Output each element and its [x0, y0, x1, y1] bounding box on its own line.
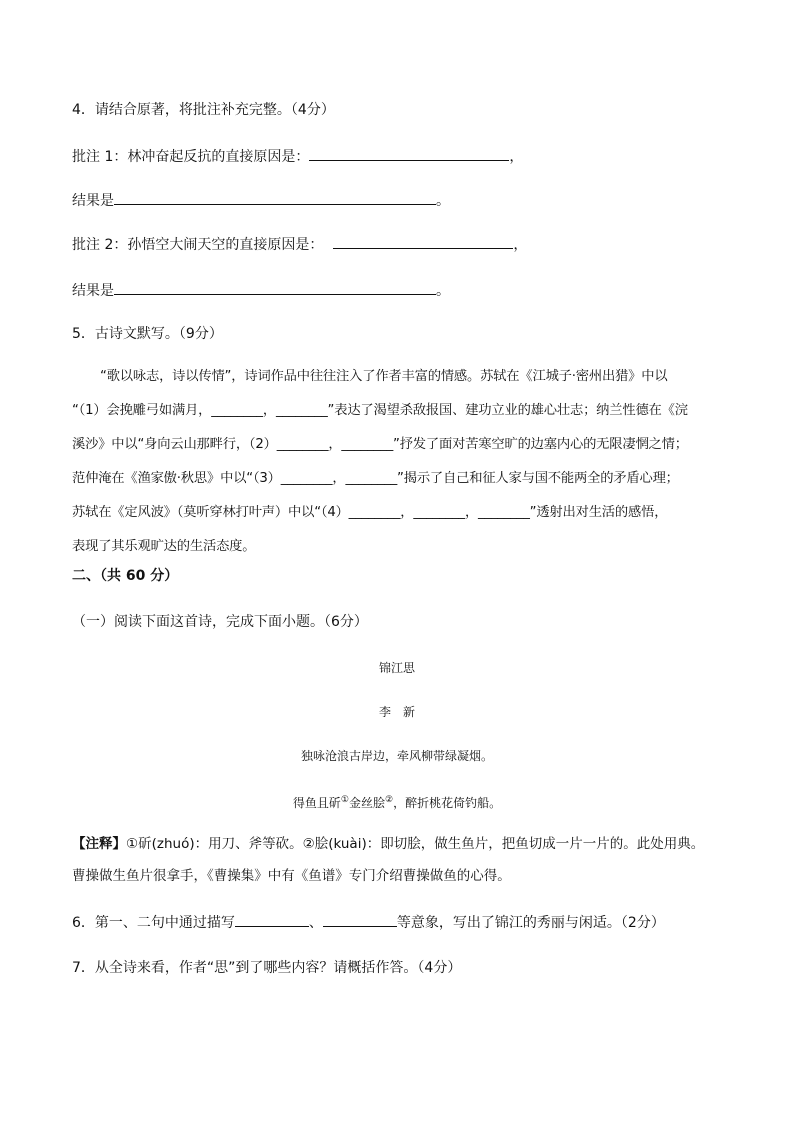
passage-line: “歌以咏志，诗以传情”，诗词作品中往往注入了作者丰富的情感。苏轼在《江城子·密州出猎》中以 [100, 369, 668, 384]
annotation-2-cause [72, 234, 527, 255]
passage-line: “（1）会挽雕弓如满月，________，________”表达了渴望杀敌报国、建功立业的雄心壮志；纳兰性德在《浣 [72, 403, 688, 418]
answer-blank[interactable] [235, 912, 309, 927]
answer-blank[interactable] [309, 146, 509, 161]
annotation-1-cause-label: 批注 1：林冲奋起反抗的直接原因是： [72, 149, 310, 165]
section-2-subheading: （一）阅读下面这首诗，完成下面小题。（6分） [72, 614, 368, 630]
question-5-prompt: 5．古诗文默写。（9分） [72, 326, 223, 342]
answer-blank[interactable] [114, 280, 436, 295]
note-marker: ① [340, 795, 349, 805]
question-5-passage [72, 360, 724, 564]
question-6 [72, 912, 665, 933]
annotation-2-cause-label: 批注 2：孙悟空大闹天空的直接原因是： [72, 237, 324, 253]
notes-label: 【注释】 [72, 836, 126, 852]
passage-line: 范仲淹在《渔家傲·秋思》中以“（3）________，________”揭示了自己和征人家与国不能两全的矛盾心理； [72, 471, 679, 486]
answer-blank[interactable] [323, 912, 397, 927]
poem-line-1: 独咏沧浪古岸边，牵风柳带绿凝烟。 [300, 749, 493, 763]
annotation-1-result [72, 190, 450, 211]
result-label: 结果是 [72, 283, 114, 299]
poem-notes-line-2: 曹操做生鱼片很拿手，《曹操集》中有《鱼谱》专门介绍曹操做鱼的心得。 [72, 868, 511, 884]
answer-blank[interactable] [114, 190, 436, 205]
notes-text: ①斫(zhuó)：用刀、斧等砍。②脍(kuài)：即切脍，做生鱼片，把鱼切成一片一片的。此处用典。 [126, 836, 705, 852]
annotation-2-result [72, 280, 450, 301]
punctuation: 、 [308, 915, 323, 931]
passage-line: 溪沙》中以“身向云山那畔行，（2）________，________”抒发了面对苦寒空旷的边塞内心的无限凄惘之情； [72, 437, 688, 452]
poem-notes-line-1 [72, 834, 704, 854]
poem-line-2 [0, 790, 794, 813]
punctuation: 。 [436, 283, 450, 299]
answer-blank[interactable] [333, 234, 513, 249]
question-7-prompt: 7．从全诗来看，作者“思”到了哪些内容？请概括作答。（4分） [72, 960, 462, 976]
passage-line: 苏轼在《定风波》（莫听穿林打叶声）中以“（4）________，________，________”透射出对生活的感悟， [72, 505, 668, 520]
result-label: 结果是 [72, 193, 114, 209]
poem-title: 锦江思 [378, 661, 415, 675]
punctuation: 。 [436, 193, 450, 209]
poem-text: ，醉折桃花倚钓船。 [393, 796, 502, 810]
question-6-prefix: 6．第一、二句中通过描写 [72, 915, 235, 931]
poem-text: 得鱼且斫 [292, 796, 341, 810]
poem-author: 李 新 [378, 705, 415, 719]
annotation-1-cause [72, 146, 523, 167]
passage-line: 表现了其乐观旷达的生活态度。 [72, 539, 256, 554]
question-4-prompt: 4．请结合原著，将批注补充完整。（4分） [72, 102, 335, 118]
punctuation: ， [509, 149, 524, 165]
punctuation: ， [513, 237, 528, 253]
poem-text: 金丝脍 [348, 796, 385, 810]
question-6-suffix: 等意象，写出了锦江的秀丽与闲适。（2分） [396, 915, 665, 931]
section-2-heading: 二、（共 60 分） [72, 568, 179, 584]
note-marker: ② [385, 795, 394, 805]
